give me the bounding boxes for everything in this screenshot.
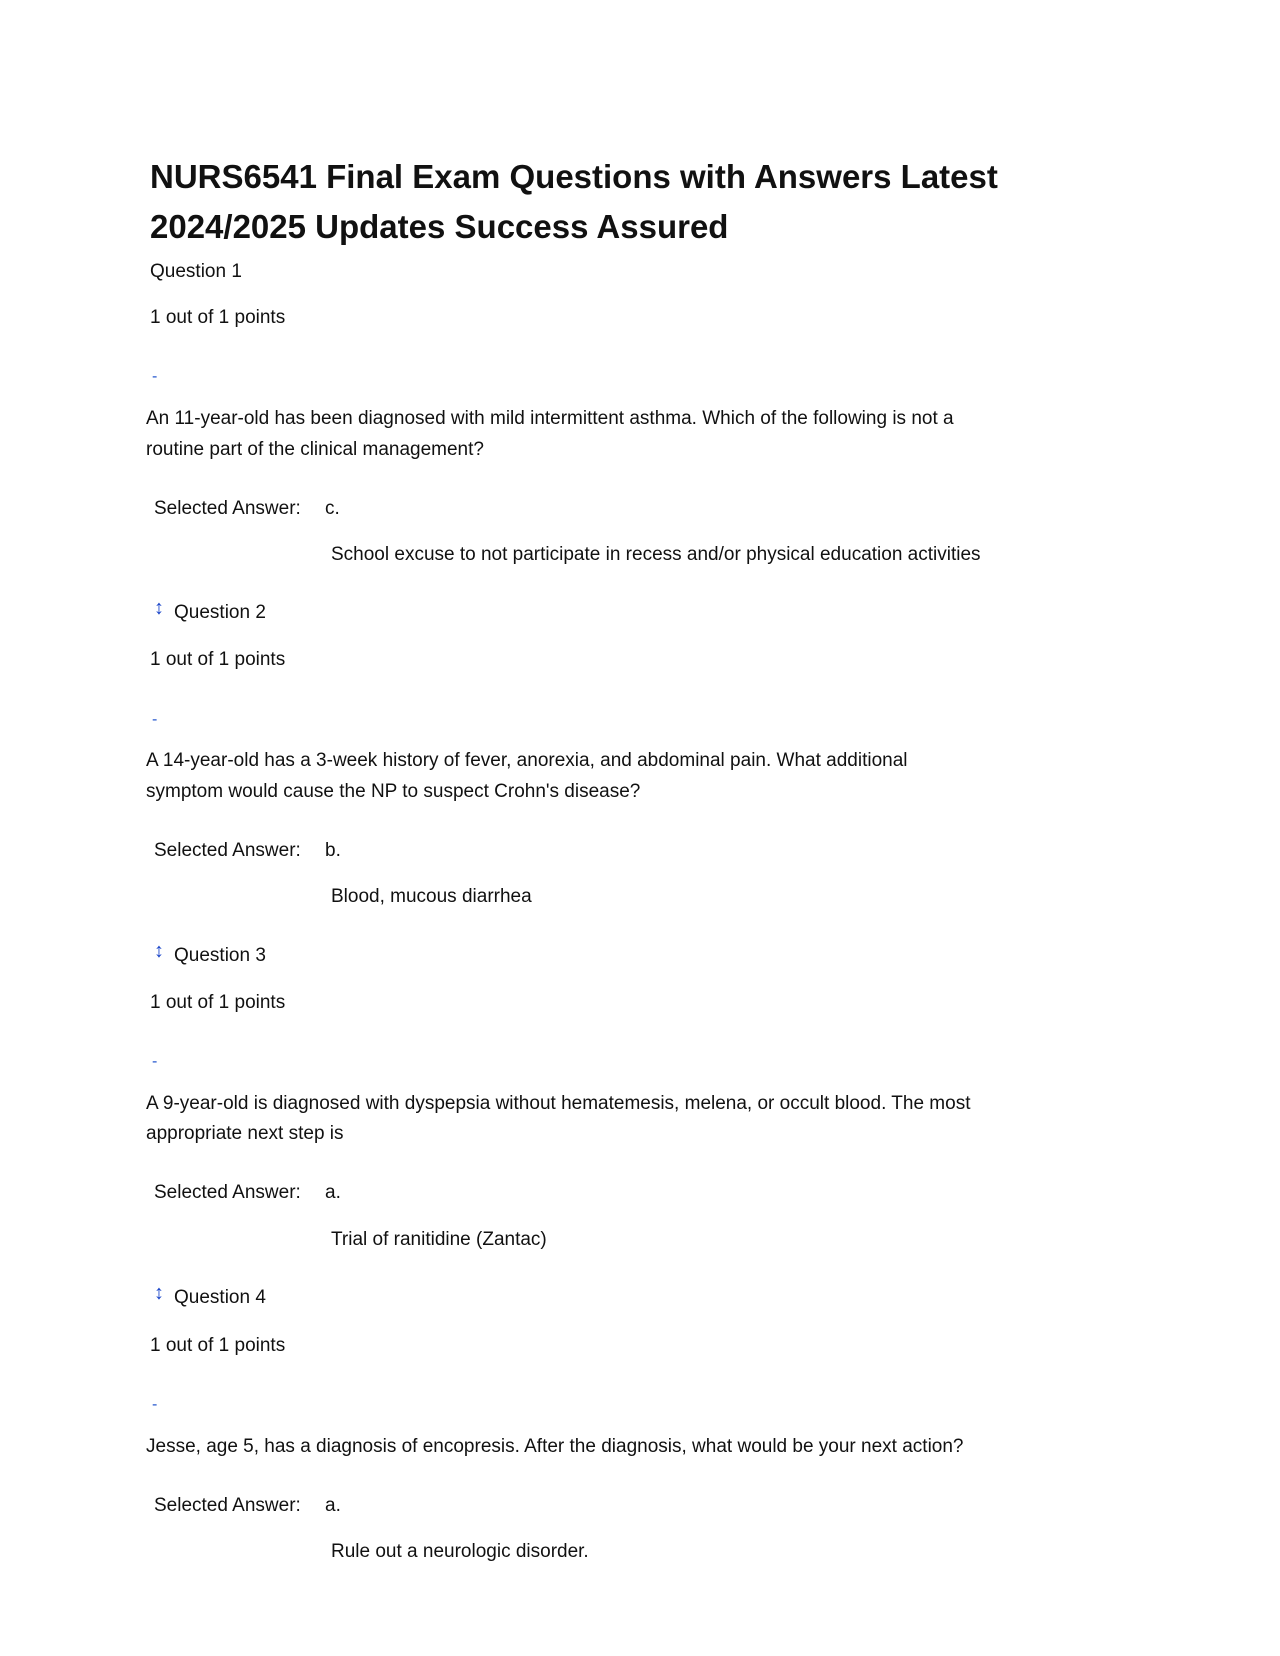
question-text: An 11-year-old has been diagnosed with mild intermittent asthma. Which of the following is not a [146, 408, 954, 429]
selected-answer-text: Blood, mucous diarrhea [331, 886, 532, 907]
question-points: 1 out of 1 points [150, 1335, 286, 1356]
question-text: A 14-year-old has a 3-week history of fever, anorexia, and abdominal pain. What additional [146, 750, 908, 771]
selected-answer-label: Selected Answer: [154, 1182, 301, 1203]
question-points: 1 out of 1 points [150, 992, 286, 1013]
question-points: 1 out of 1 points [150, 307, 286, 328]
selected-answer-letter: a. [325, 1495, 341, 1516]
selected-answer-letter: b. [325, 840, 341, 861]
selected-answer-text: Rule out a neurologic disorder. [331, 1541, 589, 1562]
collapse-marker[interactable]: - [152, 368, 158, 385]
selected-answer-label: Selected Answer: [154, 840, 301, 861]
selected-answer-label: Selected Answer: [154, 498, 301, 519]
collapse-marker[interactable]: - [152, 1053, 158, 1070]
reorder-arrow-icon[interactable]: ↕ [154, 597, 164, 619]
selected-answer-text: Trial of ranitidine (Zantac) [331, 1229, 547, 1250]
question-label: Question 2 [174, 602, 266, 623]
question-text: appropriate next step is [146, 1123, 344, 1144]
question-text: A 9-year-old is diagnosed with dyspepsia without hematemesis, melena, or occult blood. The most [146, 1093, 971, 1114]
question-text: symptom would cause the NP to suspect Crohn's disease? [146, 781, 641, 802]
selected-answer-letter: a. [325, 1182, 341, 1203]
question-label: Question 4 [174, 1287, 266, 1308]
document-title-line-1: NURS6541 Final Exam Questions with Answers Latest [150, 158, 998, 195]
selected-answer-text: School excuse to not participate in recess and/or physical education activities [331, 544, 981, 565]
question-text: Jesse, age 5, has a diagnosis of encopresis. After the diagnosis, what would be your next action? [146, 1436, 964, 1457]
reorder-arrow-icon[interactable]: ↕ [154, 1282, 164, 1304]
question-text: routine part of the clinical management? [146, 439, 484, 460]
question-label: Question 3 [174, 945, 266, 966]
selected-answer-label: Selected Answer: [154, 1495, 301, 1516]
collapse-marker[interactable]: - [152, 711, 158, 728]
question-label: Question 1 [150, 261, 242, 282]
question-points: 1 out of 1 points [150, 649, 286, 670]
selected-answer-letter: c. [325, 498, 340, 519]
document-title-line-2: 2024/2025 Updates Success Assured [150, 208, 729, 245]
collapse-marker[interactable]: - [152, 1396, 158, 1413]
reorder-arrow-icon[interactable]: ↕ [154, 940, 164, 962]
